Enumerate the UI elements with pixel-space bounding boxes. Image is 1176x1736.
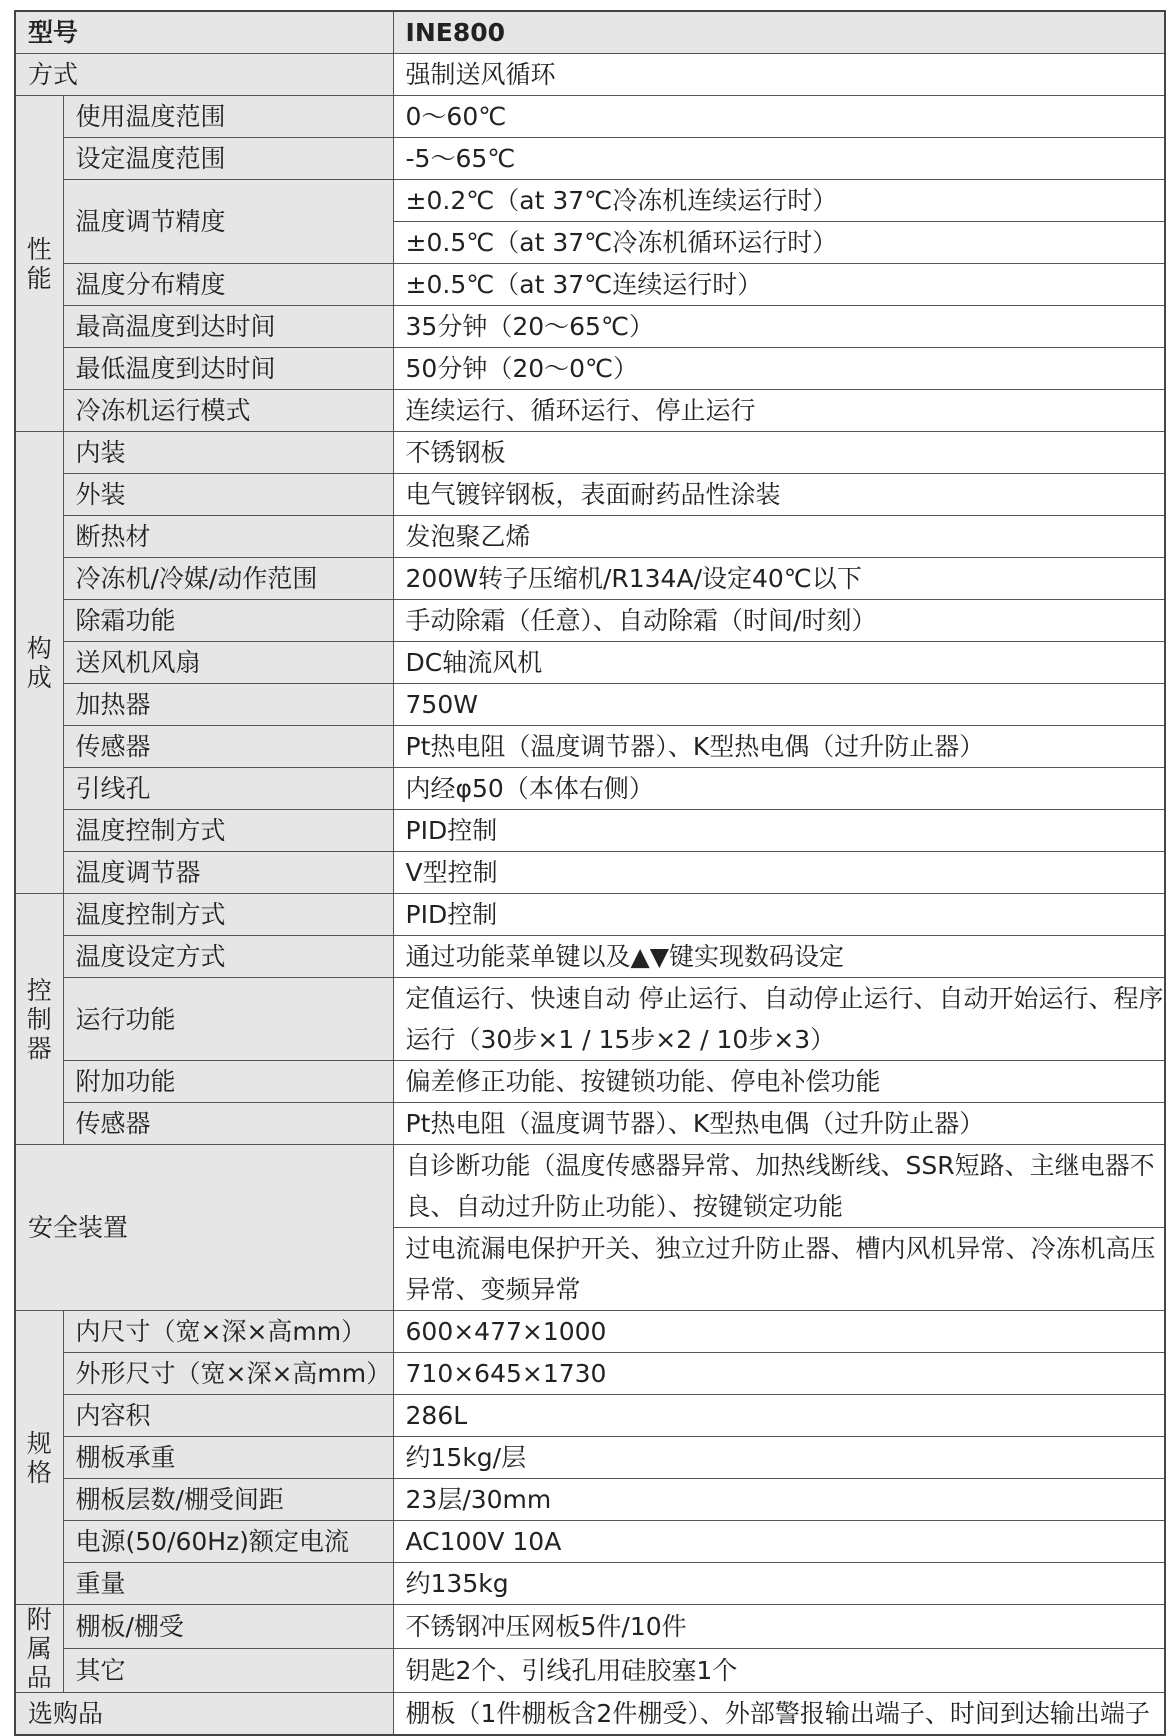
table-row [15, 1479, 1165, 1521]
table-row [15, 390, 1165, 432]
table-row [15, 936, 1165, 978]
row-value: 750W [393, 684, 1165, 726]
row-label: 传感器 [63, 726, 393, 768]
table-row [15, 1145, 1165, 1228]
row-label: 棚板承重 [63, 1437, 393, 1479]
row-value: 自诊断功能（温度传感器异常、加热线断线、SSR短路、主继电器不良、自动过升防止功能）、按键锁定功能 [393, 1145, 1165, 1228]
table-row [15, 684, 1165, 726]
row-label: 附加功能 [63, 1061, 393, 1103]
row-value: 定值运行、快速自动 停止运行、自动停止运行、自动开始运行、程序运行（30步×1 / 15步×2 / 10步×3） [393, 978, 1165, 1061]
table-row [15, 180, 1165, 222]
row-label: 最低温度到达时间 [63, 348, 393, 390]
group-label: 规格 [26, 1428, 52, 1487]
table-row [15, 1437, 1165, 1479]
table-row [15, 852, 1165, 894]
row-value: 过电流漏电保护开关、独立过升防止器、槽内风机异常、冷冻机高压异常、变频异常 [393, 1228, 1165, 1311]
row-label: 使用温度范围 [63, 96, 393, 138]
row-value: 50分钟（20～0℃） [393, 348, 1165, 390]
row-value: 600×477×1000 [393, 1311, 1165, 1353]
spec-table [14, 10, 1166, 1736]
row-label: 外装 [63, 474, 393, 516]
table-row [15, 978, 1165, 1061]
group-performance [15, 96, 63, 432]
row-value: 约15kg/层 [393, 1437, 1165, 1479]
row-label: 棚板层数/棚受间距 [63, 1479, 393, 1521]
row-label: 其它 [63, 1649, 393, 1693]
table-row [15, 516, 1165, 558]
row-value: 内经φ50（本体右侧） [393, 768, 1165, 810]
table-row [15, 306, 1165, 348]
row-label: 引线孔 [63, 768, 393, 810]
row-value: DC轴流风机 [393, 642, 1165, 684]
table-row [15, 348, 1165, 390]
row-value: PID控制 [393, 810, 1165, 852]
row-label: 设定温度范围 [63, 138, 393, 180]
table-row [15, 1649, 1165, 1693]
row-value: 钥匙2个、引线孔用硅胶塞1个 [393, 1649, 1165, 1693]
row-value: AC100V 10A [393, 1521, 1165, 1563]
table-row [15, 600, 1165, 642]
row-value: ±0.5℃（at 37℃连续运行时） [393, 264, 1165, 306]
row-value: ±0.5℃（at 37℃冷冻机循环运行时） [393, 222, 1165, 264]
table-row [15, 642, 1165, 684]
table-row [15, 1353, 1165, 1395]
row-label: 棚板/棚受 [63, 1605, 393, 1649]
table-row [15, 726, 1165, 768]
row-label: 温度设定方式 [63, 936, 393, 978]
row-label: 内尺寸（宽×深×高mm） [63, 1311, 393, 1353]
row-value: -5～65℃ [393, 138, 1165, 180]
row-label: 断热材 [63, 516, 393, 558]
row-value: 不锈钢冲压网板5件/10件 [393, 1605, 1165, 1649]
row-label: 内容积 [63, 1395, 393, 1437]
row-value: 棚板（1件棚板含2件棚受）、外部警报输出端子、时间到达输出端子 [393, 1693, 1165, 1736]
row-label: 温度分布精度 [63, 264, 393, 306]
group-controller [15, 894, 63, 1145]
row-label: 冷冻机运行模式 [63, 390, 393, 432]
table-row [15, 810, 1165, 852]
row-label: 温度调节器 [63, 852, 393, 894]
row-label: 温度控制方式 [63, 894, 393, 936]
row-value: 710×645×1730 [393, 1353, 1165, 1395]
model-label: 型号 [15, 11, 393, 54]
group-label: 附属品 [26, 1605, 52, 1692]
table-row [15, 768, 1165, 810]
table-row [15, 1103, 1165, 1145]
group-specs [15, 1311, 63, 1605]
row-value: 约135kg [393, 1563, 1165, 1605]
group-construction [15, 432, 63, 894]
row-label: 最高温度到达时间 [63, 306, 393, 348]
table-row [15, 894, 1165, 936]
table-row [15, 1521, 1165, 1563]
table-row [15, 1395, 1165, 1437]
row-label: 除霜功能 [63, 600, 393, 642]
row-label: 方式 [15, 54, 393, 96]
row-value: 强制送风循环 [393, 54, 1165, 96]
table-row [15, 54, 1165, 96]
table-row [15, 558, 1165, 600]
row-label: 温度调节精度 [63, 180, 393, 264]
row-value: 0～60℃ [393, 96, 1165, 138]
row-value: Pt热电阻（温度调节器）、K型热电偶（过升防止器） [393, 1103, 1165, 1145]
table-row [15, 138, 1165, 180]
row-value: PID控制 [393, 894, 1165, 936]
group-label: 控制器 [26, 975, 52, 1063]
row-label: 电源(50/60Hz)额定电流 [63, 1521, 393, 1563]
row-value: 电气镀锌钢板，表面耐药品性涂装 [393, 474, 1165, 516]
row-value: 偏差修正功能、按键锁功能、停电补偿功能 [393, 1061, 1165, 1103]
row-value: 发泡聚乙烯 [393, 516, 1165, 558]
table-row [15, 264, 1165, 306]
row-label: 运行功能 [63, 978, 393, 1061]
table-row [15, 474, 1165, 516]
row-label: 温度控制方式 [63, 810, 393, 852]
row-value: 35分钟（20～65℃） [393, 306, 1165, 348]
model-value: INE800 [393, 11, 1165, 54]
row-value: 不锈钢板 [393, 432, 1165, 474]
table-row [15, 11, 1165, 54]
row-label: 选购品 [15, 1693, 393, 1736]
row-value: Pt热电阻（温度调节器）、K型热电偶（过升防止器） [393, 726, 1165, 768]
row-value: 通过功能菜单键以及▲▼键实现数码设定 [393, 936, 1165, 978]
table-row [15, 96, 1165, 138]
row-label: 外形尺寸（宽×深×高mm） [63, 1353, 393, 1395]
row-label: 传感器 [63, 1103, 393, 1145]
row-label: 重量 [63, 1563, 393, 1605]
row-value: 23层/30mm [393, 1479, 1165, 1521]
row-value: 连续运行、循环运行、停止运行 [393, 390, 1165, 432]
row-value: 286L [393, 1395, 1165, 1437]
row-label: 加热器 [63, 684, 393, 726]
group-label: 性能 [26, 234, 52, 293]
table-row [15, 1605, 1165, 1649]
group-accessories [15, 1605, 63, 1693]
table-row [15, 1311, 1165, 1353]
table-row [15, 1061, 1165, 1103]
safety-label: 安全装置 [15, 1145, 393, 1311]
row-value: ±0.2℃（at 37℃冷冻机连续运行时） [393, 180, 1165, 222]
row-value: V型控制 [393, 852, 1165, 894]
row-label: 冷冻机/冷媒/动作范围 [63, 558, 393, 600]
group-label: 构成 [26, 633, 52, 692]
row-label: 内装 [63, 432, 393, 474]
row-value: 手动除霜（任意）、自动除霜（时间/时刻） [393, 600, 1165, 642]
table-row [15, 432, 1165, 474]
table-row [15, 1563, 1165, 1605]
row-value: 200W转子压缩机/R134A/设定40℃以下 [393, 558, 1165, 600]
row-label: 送风机风扇 [63, 642, 393, 684]
